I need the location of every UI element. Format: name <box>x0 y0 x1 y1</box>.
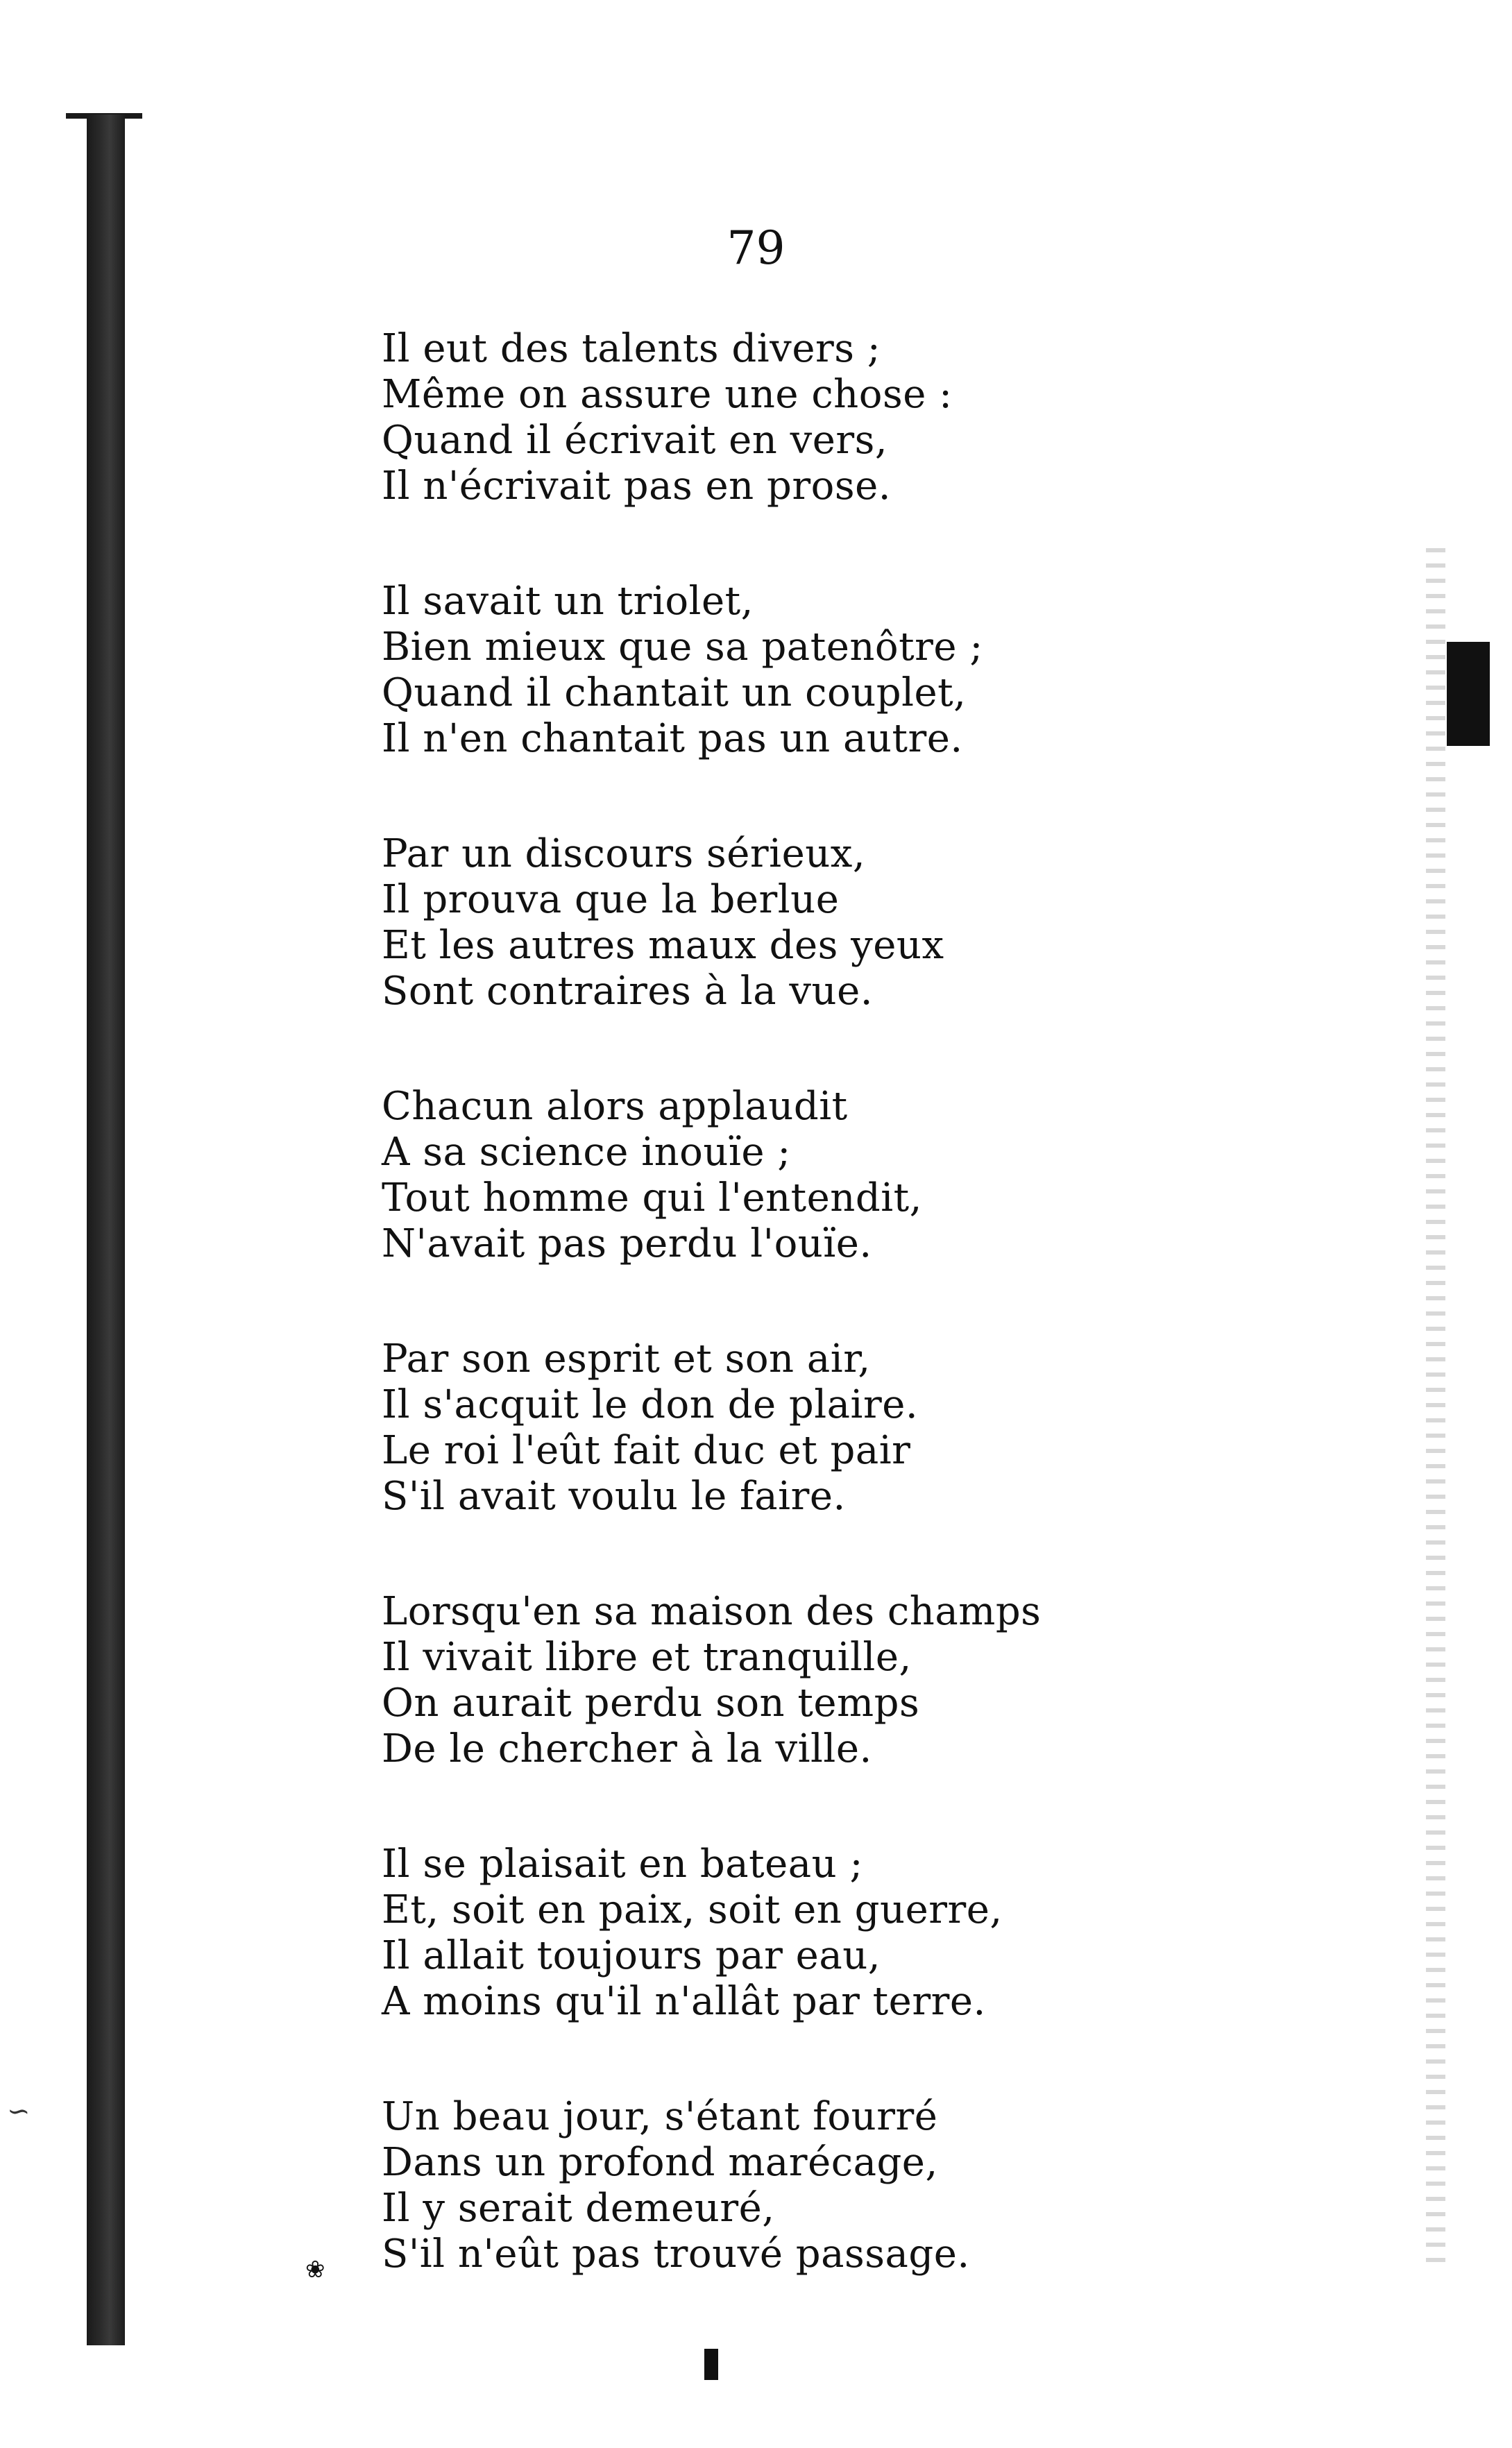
verse-line: Par un discours sérieux, <box>382 831 866 876</box>
verse-line: Il se plaisait en bateau ; <box>382 1842 863 1887</box>
verse-line: Il s'acquit le don de plaire. <box>382 1382 919 1427</box>
verse-line: Et les autres maux des yeux <box>382 923 944 968</box>
verse-line: Un beau jour, s'étant fourré <box>382 2094 938 2139</box>
fleuron-icon: ❀ <box>305 2256 325 2284</box>
stanza <box>382 831 1353 1014</box>
verse-line: Il n'écrivait pas en prose. <box>382 464 892 509</box>
verse-line: Quand il écrivait en vers, <box>382 418 888 463</box>
verse-line: De le chercher à la ville. <box>382 1726 872 1771</box>
stanza <box>382 579 1353 762</box>
stanza <box>382 1336 1353 1520</box>
verse-line: Il prouva que la berlue <box>382 877 840 922</box>
verse-line: S'il n'eût pas trouvé passage. <box>382 2232 970 2277</box>
verse-line: Chacun alors applaudit <box>382 1084 848 1129</box>
verse-line: Le roi l'eût fait duc et pair <box>382 1428 911 1473</box>
verse-line: Tout homme qui l'entendit, <box>382 1175 922 1221</box>
verse-line: Dans un profond marécage, <box>382 2140 938 2185</box>
verse-line: Il eut des talents divers ; <box>382 326 881 371</box>
verse-line: Il n'en chantait pas un autre. <box>382 716 963 761</box>
verse-line: Il allait toujours par eau, <box>382 1933 881 1978</box>
stanza <box>382 326 1353 509</box>
stanza <box>382 1589 1353 1772</box>
verse-line: Bien mieux que sa patenôtre ; <box>382 624 983 670</box>
verse-line: A sa science inouïe ; <box>382 1130 791 1175</box>
right-edge-marks <box>1426 548 1445 2269</box>
verse-line: On aurait perdu son temps <box>382 1681 920 1726</box>
verse-line: S'il avait voulu le faire. <box>382 1474 846 1519</box>
verse-line: A moins qu'il n'allât par terre. <box>382 1979 986 2024</box>
verse-line: N'avait pas perdu l'ouïe. <box>382 1221 872 1266</box>
verse-line: Par son esprit et son air, <box>382 1336 871 1382</box>
poem <box>382 326 1353 2347</box>
stanza <box>382 2094 1353 2277</box>
verse-line: Sont contraires à la vue. <box>382 969 874 1014</box>
verse-line: Il vivait libre et tranquille, <box>382 1635 912 1680</box>
verse-line: Lorsqu'en sa maison des champs <box>382 1589 1042 1634</box>
stray-mark-icon: ∽ <box>7 2096 31 2127</box>
verse-line: Quand il chantait un couplet, <box>382 670 967 715</box>
right-edge-tab <box>1447 642 1490 746</box>
stanza <box>382 1842 1353 2025</box>
verse-line: Il savait un triolet, <box>382 579 754 624</box>
bottom-printer-mark <box>704 2349 718 2380</box>
verse-line: Il y serait demeuré, <box>382 2186 775 2231</box>
verse-line: Même on assure une chose : <box>382 372 953 417</box>
verse-line: Et, soit en paix, soit en guerre, <box>382 1887 1003 1932</box>
page-number: 79 <box>727 221 785 275</box>
page-binding-edge <box>87 114 125 2345</box>
stanza <box>382 1084 1353 1267</box>
